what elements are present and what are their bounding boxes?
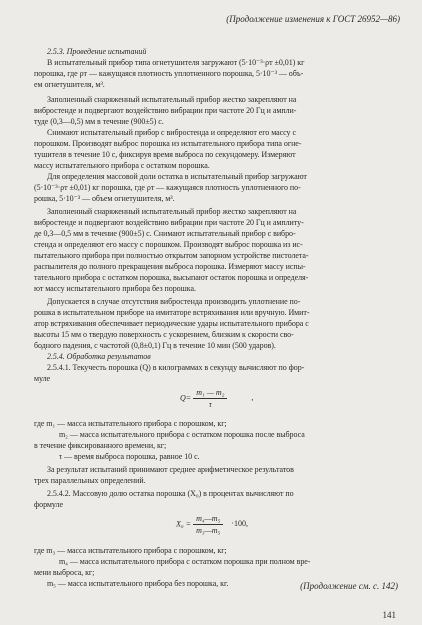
text-line: рошка, 5·10⁻³ — объем огнетушителя, м³.: [34, 194, 175, 203]
page-header: (Продолжение изменения к ГОСТ 26952—86): [226, 14, 400, 24]
text-line: атор встряхивания обеспечивает периодические удары испытательного прибора с: [34, 319, 309, 328]
text-line: m₄ — масса испытательного прибора с остатком порошка при полном вре-: [59, 557, 311, 566]
text-line: За результат испытаний принимают среднее арифметическое результатов: [47, 465, 294, 474]
text-line: 2.5.4.2. Массовую долю остатка порошка (X₀) в процентах вычисляют по: [47, 489, 294, 498]
text-line: распылителя до полного прекращения выброса порошка. Измеряют массу испы-: [34, 262, 306, 271]
section-heading: 2.5.4. Обработка результатов: [47, 352, 151, 361]
text-line: муле: [34, 374, 51, 383]
text-line: стенда и определяют его массу с порошком. Производят выброс порошка из ис-: [34, 240, 303, 249]
text-line: тательного прибора с остатком порошка, высыпают остаток порошка и определя-: [34, 273, 309, 282]
text-line: порошка, где ρт — кажущаяся плотность уплотненного порошка, 5·10⁻³ — объ-: [34, 69, 304, 78]
text-line: пытательного прибора при полностью открытом запорном устройстве пистолета-: [34, 251, 309, 260]
text-line: высоты 15 мм о твердую поверхность с ускорением, близким к скорости сво-: [34, 330, 294, 339]
page-number: 141: [382, 610, 396, 620]
text-line: Для определения массовой доли остатка в испытательный прибор загружают: [47, 172, 307, 181]
text-line: вибростенде и подвергают воздействию вибрации при частоте 20 Гц и ампли-: [34, 106, 297, 115]
text-line: порошком. Производят выброс порошка из испытательного прибора типа огне-: [34, 139, 302, 148]
text-line: m₂ — масса испытательного прибора с остатком порошка после выброса: [59, 430, 305, 439]
text-line: где m₁ — масса испытательного прибора с порошком, кг;: [34, 419, 227, 428]
formula-x0: X₀ = $\frac{\text{m₄—m₅}}{\text{m₃—m₅}}$ ·100,: [176, 514, 248, 535]
text-line: формуле: [34, 500, 63, 509]
text-line: ют массу испытательного прибора без порошка.: [34, 284, 196, 293]
text-line: Заполненный снаряженный испытательный прибор жестко закрепляют на: [47, 95, 297, 104]
text-line: рошка в испытательном приборе на имитаторе встряхивания или вручную. Имит-: [34, 308, 310, 317]
text-line: туде (0,3—0,5) мм в течение (900±5) с.: [34, 117, 164, 126]
text-line: m₅ — масса испытательного прибора без порошка, кг.: [47, 579, 229, 588]
text-line: 2.5.4.1. Текучесть порошка (Q) в килограммах в секунду вычисляют по фор-: [47, 363, 305, 372]
text-line: Заполненный снаряженный испытательный прибор жестко закрепляют на: [47, 207, 297, 216]
text-line: мени выброса, кг;: [34, 568, 95, 577]
text-line: ем огнетушителя, м³.: [34, 80, 105, 89]
text-line: Снимают испытательный прибор с вибростенда и определяют его массу с: [47, 128, 296, 137]
text-line: (5·10⁻³·ρт ±0,01) кг порошка, где ρт — кажущаяся плотность уплотненного по-: [34, 183, 301, 192]
formula-q: Q= $\frac{\text{m₁ — m₂}}{\tau}$ ,: [180, 388, 254, 409]
text-line: В испытательный прибор типа огнетушителя загружают (5·10⁻³·ρт ±0,01) кг: [47, 58, 305, 67]
text-line: бодного падения, с частотой (0,8±0,1) Гц в течение 10 мин (500 ударов).: [34, 341, 276, 350]
text-line: массу испытательного прибора с остатком порошка.: [34, 161, 210, 170]
text-line: где m₃ — масса испытательного прибора с порошком, кг;: [34, 546, 227, 555]
continuation-note: (Продолжение см. с. 142): [300, 581, 398, 591]
section-heading: 2.5.3. Проведение испытаний: [47, 47, 147, 56]
text-line: трех параллельных определений.: [34, 476, 146, 485]
text-line: де 0,3—0,5 мм в течение (900±5) с. Снимают испытательный прибор с вибро-: [34, 229, 296, 238]
text-line: Допускается в случае отсутствия вибростенда производить уплотнение по-: [47, 297, 301, 306]
text-line: вибростенде и подвергают воздействию вибрации при частоте 20 Гц и амплиту-: [34, 218, 304, 227]
text-line: тушителя в течение 10 с, фиксируя время выброса по секундомеру. Измеряют: [34, 150, 296, 159]
text-line: τ — время выброса порошка, равное 10 с.: [59, 452, 200, 461]
text-line: в течение фиксированного времени, кг;: [34, 441, 167, 450]
